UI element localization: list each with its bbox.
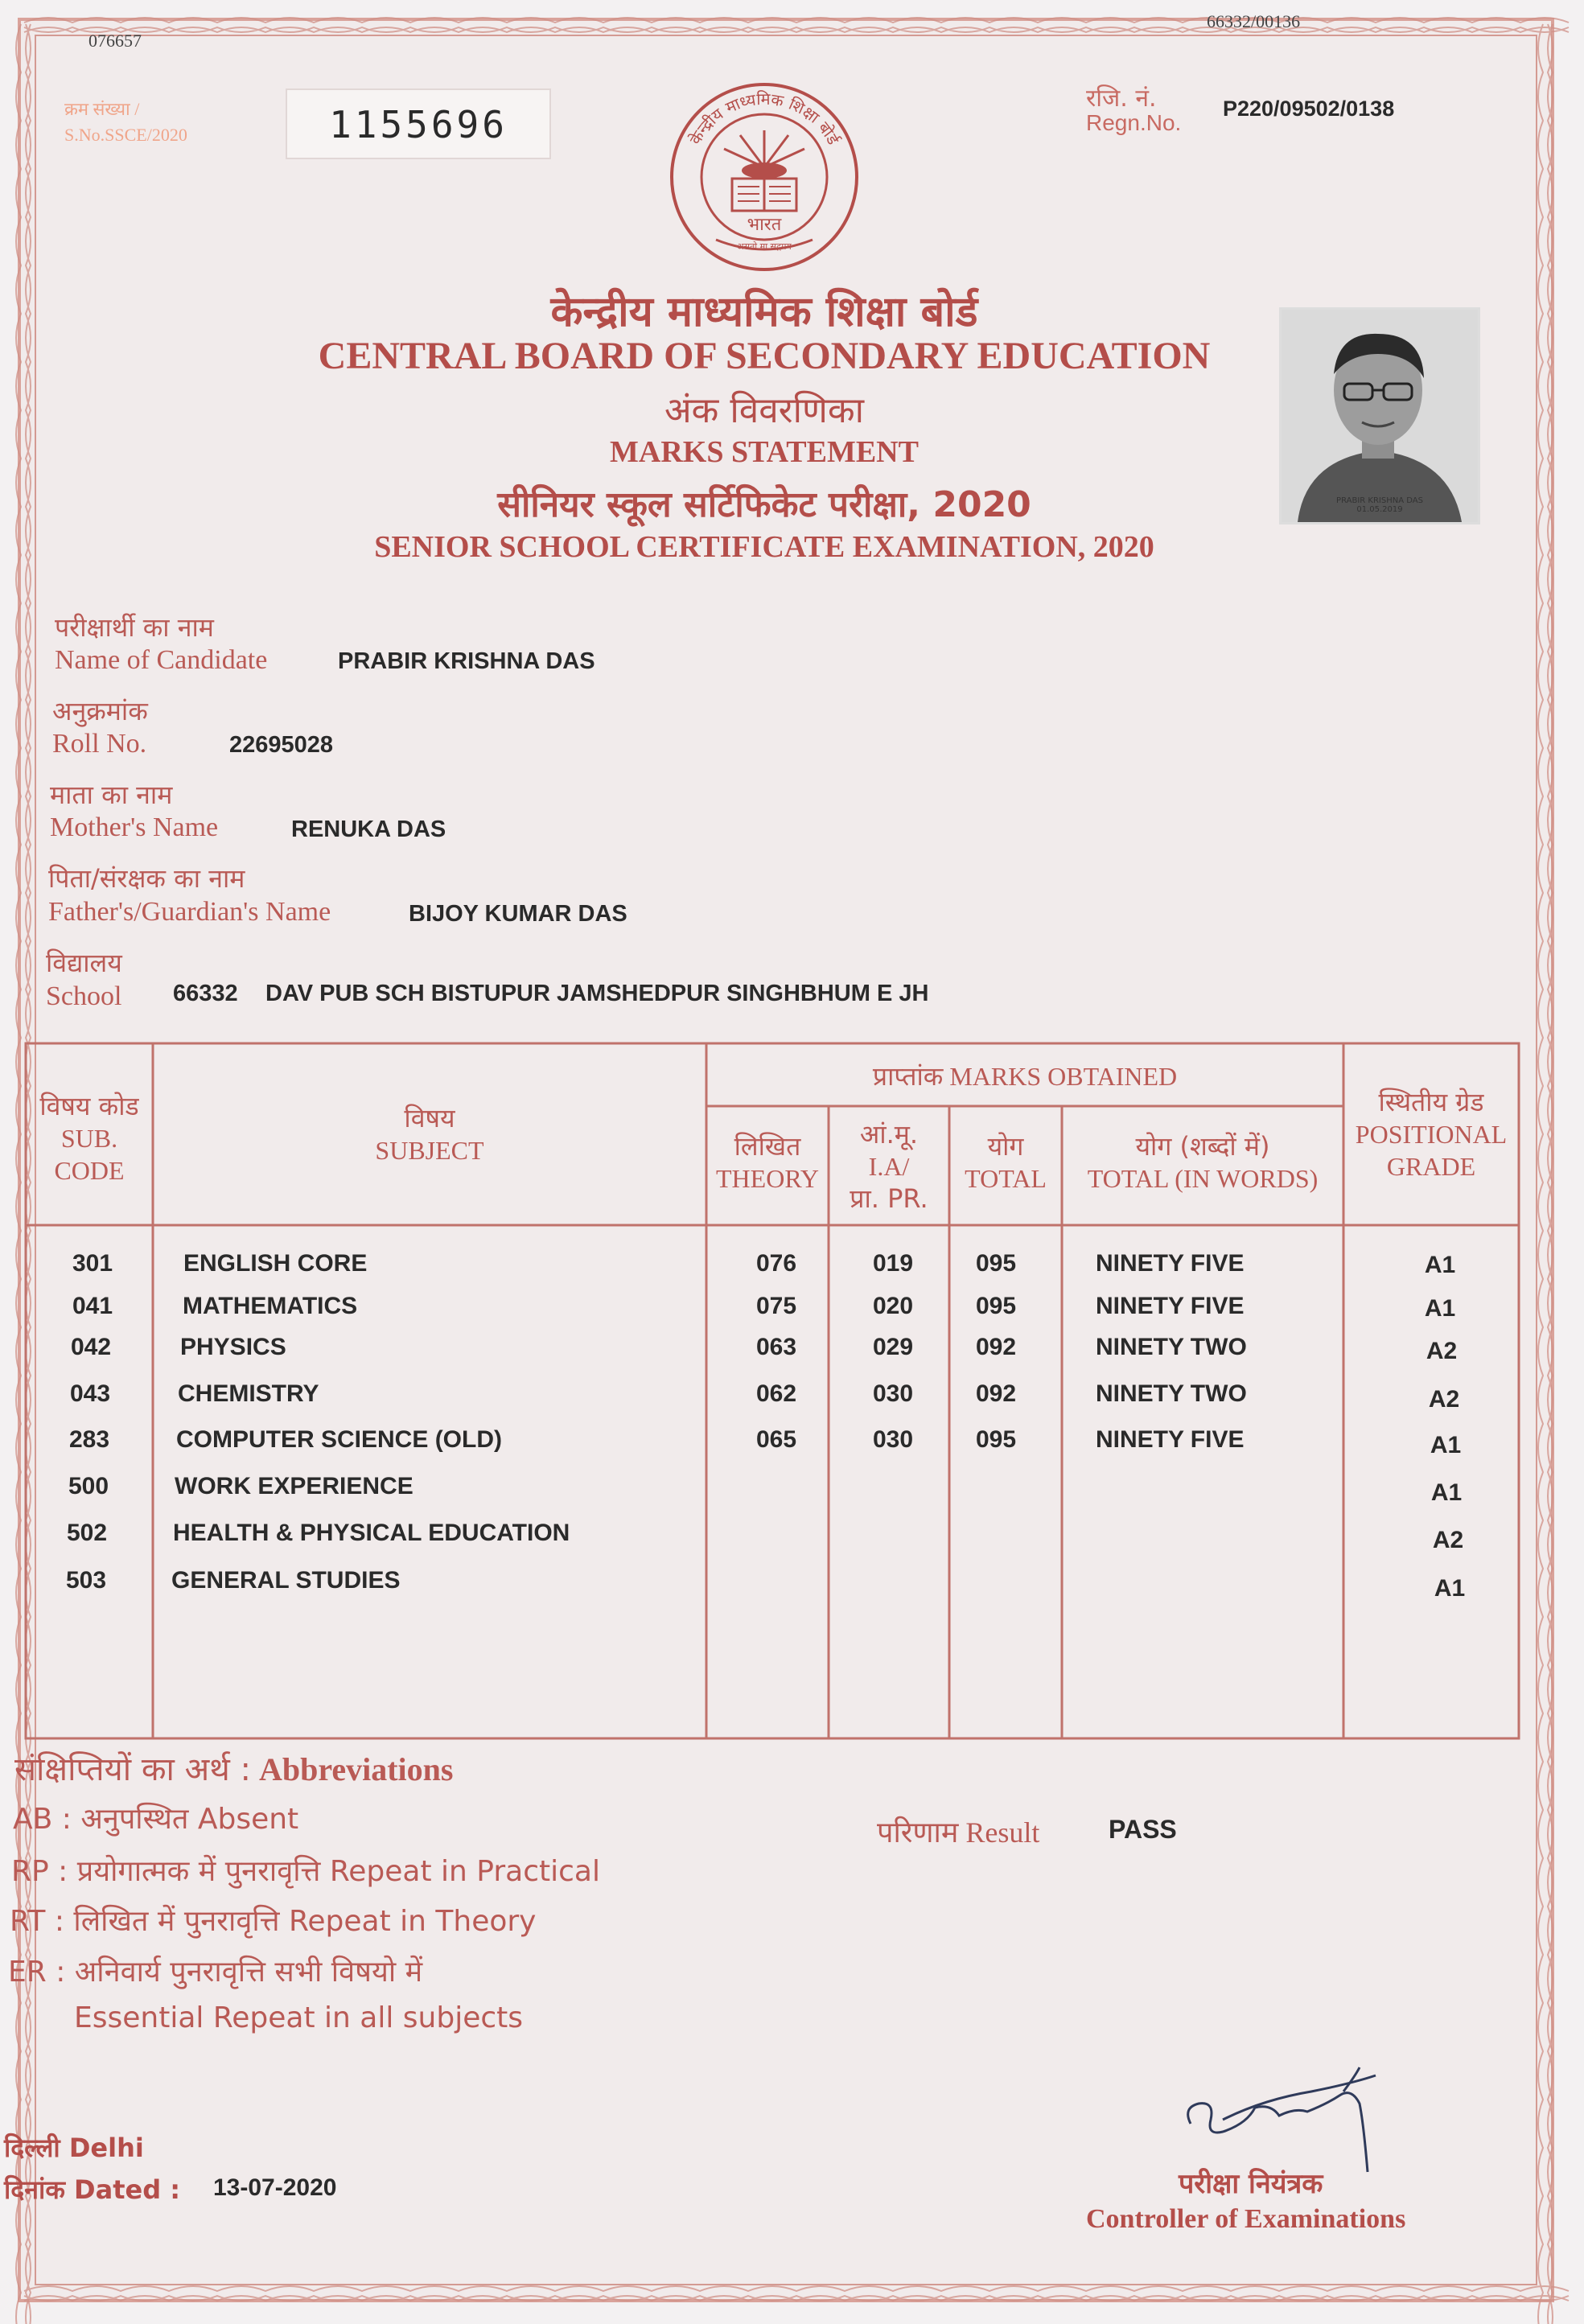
issue-date: 13-07-2020 [213,2174,337,2201]
emblem-text-bottom: भारत [747,215,782,235]
row-subject: WORK EXPERIENCE [175,1473,413,1499]
board-title-en: CENTRAL BOARD OF SECONDARY EDUCATION [318,335,1211,377]
row-subject: HEALTH & PHYSICAL EDUCATION [173,1520,570,1546]
roll-label-hi: अनुक्रमांक [52,696,148,726]
row-theory: 075 [755,1293,797,1319]
row-words: NINETY FIVE [1096,1293,1245,1319]
school-code: 66332 [173,981,238,1006]
row-code: 502 [66,1520,108,1546]
father-name: BIJOY KUMAR DAS [409,901,627,927]
row-subject: GENERAL STUDIES [171,1567,401,1594]
col-code-header-en1: SUB. [60,1124,118,1153]
col-code-header-hi: विषय कोड [39,1091,139,1121]
result-label-hi: परिणाम [877,1816,959,1849]
row-ia: 030 [872,1426,914,1453]
father-name-label-en: Father's/Guardian's Name [48,897,331,927]
row-code: 503 [65,1567,107,1594]
emblem-motto: असतो मा सद्गमय [737,241,792,252]
row-code: 041 [72,1293,113,1319]
abbr-rt: RT : लिखित में पुनरावृत्ति Repeat in Theory [10,1905,537,1938]
row-total: 092 [975,1380,1017,1407]
marks-obtained-header-en: MARKS OBTAINED [949,1062,1178,1091]
row-theory: 076 [755,1250,797,1277]
result-label-en: Result [965,1816,1040,1849]
cbse-emblem-icon [660,80,869,274]
board-title-hi: केन्द्रीय माध्यमिक शिक्षा बोर्ड [550,288,978,336]
result-value: PASS [1109,1815,1177,1844]
serial-number-top-right: 66332/00136 [1207,11,1301,31]
row-grade: A1 [1424,1295,1456,1322]
row-code: 283 [68,1426,110,1453]
registration-label-hi: रजि. नं. [1086,84,1157,113]
row-total: 095 [975,1293,1017,1319]
row-ia: 020 [872,1293,914,1319]
signatory-hi: परीक्षा नियंत्रक [1179,2168,1323,2200]
document-title-hi: अंक विवरणिका [664,390,865,431]
row-ia: 019 [872,1250,914,1277]
row-subject: MATHEMATICS [183,1293,358,1319]
abbreviations-heading [14,1746,453,1790]
col-total-header-hi: योग [987,1131,1024,1162]
col-ia-header-hi: आं.मू. [859,1119,919,1150]
row-words: NINETY FIVE [1096,1250,1245,1277]
row-subject: CHEMISTRY [178,1380,319,1407]
roll-label-en: Roll No. [52,729,147,759]
row-grade: A1 [1424,1252,1456,1278]
col-words-header-hi: योग (शब्दों में) [1135,1131,1270,1162]
school-label-hi: विद्यालय [46,948,122,978]
col-total-header-en: TOTAL [965,1164,1047,1193]
abbr-er: ER : अनिवार्य पुनरावृत्ति सभी विषयो में [8,1956,423,1989]
row-words: NINETY FIVE [1096,1426,1245,1453]
abbreviations-heading-hi: संक्षिप्तियों का अर्थ : [14,1751,251,1788]
col-words-header [1062,1130,1343,1195]
candidate-name: PRABIR KRISHNA DAS [338,648,595,674]
row-words: NINETY TWO [1096,1380,1247,1407]
row-grade: A1 [1434,1575,1466,1602]
col-grade-header-en1: POSITIONAL [1355,1120,1508,1149]
col-subject-header [153,1102,706,1166]
abbr-er-2: Essential Repeat in all subjects [74,2001,524,2034]
exam-title-en: SENIOR SCHOOL CERTIFICATE EXAMINATION, 2020 [374,530,1154,564]
col-subject-header-en: SUBJECT [375,1136,484,1165]
exam-title-hi: सीनियर स्कूल सर्टिफिकेट परीक्षा, 2020 [497,484,1031,525]
marks-obtained-header-hi: प्राप्तांक [872,1061,944,1092]
row-words: NINETY TWO [1096,1334,1247,1360]
marks-obtained-header [706,1060,1343,1092]
mother-name-label-en: Mother's Name [50,812,219,842]
row-theory: 062 [755,1380,797,1407]
col-grade-header-en2: GRADE [1386,1152,1476,1181]
date-label: दिनांक Dated : [4,2174,181,2205]
col-theory-header [706,1130,829,1195]
photo-caption [1307,496,1452,514]
candidate-photo-image [1282,310,1478,522]
serial-number-value: 1155696 [329,103,508,146]
col-subject-header-hi: विषय [404,1103,455,1133]
row-subject: PHYSICS [180,1334,286,1360]
serial-number-label-hi: क्रम संख्या / [64,99,140,119]
row-subject: ENGLISH CORE [183,1250,368,1277]
row-grade: A2 [1432,1527,1464,1553]
abbr-ab: AB : अनुपस्थित Absent [13,1803,299,1836]
candidate-name-label-hi: परीक्षार्थी का नाम [55,612,214,643]
row-code: 301 [72,1250,113,1277]
serial-number-label-en: S.No.SSCE/2020 [64,125,187,145]
col-total-header [949,1130,1062,1195]
row-subject: COMPUTER SCIENCE (OLD) [176,1426,502,1453]
col-code-header-en2: CODE [54,1156,125,1185]
row-grade: A2 [1428,1386,1460,1413]
registration-number: P220/09502/0138 [1223,97,1395,121]
place-label: दिल्ली Delhi [4,2133,144,2163]
col-ia-header-en: I.A/ [868,1152,910,1181]
result-label [877,1812,1039,1851]
registration-label-en: Regn.No. [1086,110,1182,135]
candidate-photo [1279,307,1480,524]
row-total: 095 [975,1250,1017,1277]
candidate-name-label-en: Name of Candidate [55,645,268,675]
col-words-header-en: TOTAL (IN WORDS) [1087,1164,1319,1193]
father-name-label-hi: पिता/संरक्षक का नाम [48,863,245,894]
row-grade: A1 [1430,1479,1463,1506]
row-code: 043 [69,1380,111,1407]
document-title-en: MARKS STATEMENT [610,435,919,469]
signatory-en: Controller of Examinations [1086,2204,1406,2234]
row-theory: 063 [755,1334,797,1360]
col-grade-header-hi: स्थितीय ग्रेड [1378,1087,1484,1117]
row-theory: 065 [755,1426,797,1453]
mother-name: RENUKA DAS [291,816,446,842]
serial-number-top-left: 076657 [88,31,142,51]
col-grade-header [1343,1086,1519,1183]
emblem-text-top: केन्द्रीय माध्यमिक शिक्षा बोर्ड [685,88,844,148]
photo-caption-date: 01.05.2019 [1356,505,1403,514]
abbreviations-heading-en: Abbreviations [258,1751,454,1787]
col-theory-header-en: THEORY [716,1164,819,1193]
col-ia-header [829,1118,949,1215]
photo-caption-name: PRABIR KRISHNA DAS [1336,496,1423,505]
row-code: 042 [70,1334,112,1360]
row-grade: A1 [1430,1432,1462,1458]
row-total: 095 [975,1426,1017,1453]
col-code-header [26,1090,153,1187]
roll-number: 22695028 [229,732,334,758]
row-code: 500 [68,1473,109,1499]
col-ia-header-pr: प्रा. PR. [850,1183,928,1214]
school-name: DAV PUB SCH BISTUPUR JAMSHEDPUR SINGHBHUM E JH [265,981,929,1006]
serial-number-label [64,97,187,148]
mother-name-label-hi: माता का नाम [50,779,173,810]
row-ia: 029 [872,1334,914,1360]
abbr-rp: RP : प्रयोगात्मक में पुनरावृत्ति Repeat in Practical [11,1855,600,1888]
col-theory-header-hi: लिखित [734,1131,801,1162]
school-label-en: School [46,981,122,1011]
row-grade: A2 [1426,1338,1458,1364]
row-ia: 030 [872,1380,914,1407]
row-total: 092 [975,1334,1017,1360]
